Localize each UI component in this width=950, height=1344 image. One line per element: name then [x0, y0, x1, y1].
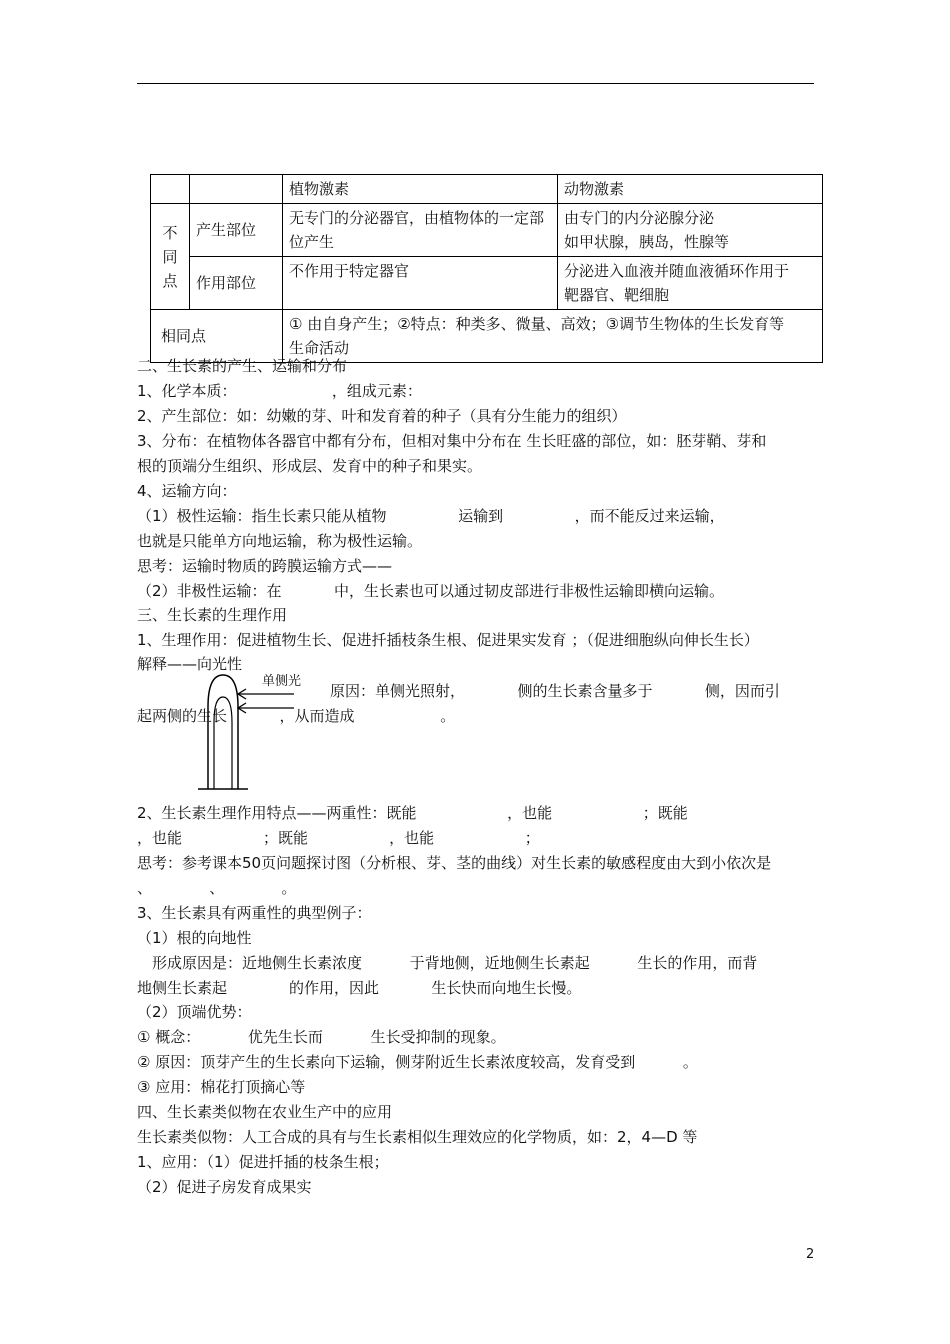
phototropism-diagram	[190, 667, 310, 792]
header-animal: 动物激素	[558, 175, 823, 204]
plant-cell: 无专门的分泌器官，由植物体的一定部位产生	[283, 204, 558, 257]
text-line: 1、应用：（1）促进扦插的枝条生根；	[137, 1153, 389, 1171]
header-empty-1	[151, 175, 190, 204]
text-line: 起两侧的生长 ，从而造成 。	[137, 707, 456, 725]
table-header-row	[151, 175, 823, 204]
header-plant: 植物激素	[283, 175, 558, 204]
animal-cell	[558, 257, 823, 310]
text-line: 3、生长素具有两重性的典型例子：	[137, 904, 372, 922]
hormone-comparison-table	[150, 174, 823, 363]
text-line: （1）极性运输：指生长素只能从植物 运输到 ，而不能反过来运输，	[137, 507, 725, 525]
text-line: 1、生理作用：促进植物生长、促进扦插枝条生根、促进果实发育 ；（促进细胞纵向伸长生长）	[137, 631, 759, 649]
table-row	[151, 204, 823, 257]
same-cell	[283, 310, 823, 363]
text-line: 地侧生长素起 的作用，因此 生长快而向地生长慢。	[137, 979, 582, 997]
animal-cell-line2: 如甲状腺，胰岛，性腺等	[564, 233, 730, 251]
text-line: 形成原因是：近地侧生长素浓度 于背地侧，近地侧生长素起 生长的作用，而背	[152, 954, 758, 972]
section-heading-4: 四、生长素类似物在农业生产中的应用	[137, 1103, 393, 1121]
animal-cell-line1: 由专门的内分泌腺分泌	[564, 209, 715, 227]
same-line2: 生命活动	[289, 339, 350, 357]
section-heading-2: 二、生长素的产生、运输和分布	[137, 357, 348, 375]
plant-cell: 不作用于特定器官	[283, 257, 558, 310]
row-label: 作用部位	[190, 257, 283, 310]
text-line: 也就是只能单方向地运输，称为极性运输。	[137, 532, 423, 550]
text-line: （2）促进子房发育成果实	[137, 1178, 312, 1196]
same-label: 相同点	[151, 310, 283, 363]
same-line1: ① 由自身产生；②特点：种类多、微量、高效；③调节生物体的生长发育等	[289, 315, 785, 333]
text-line: 原因：单侧光照射， 侧的生长素含量多于 侧，因而引	[330, 682, 780, 700]
table-row	[151, 310, 823, 363]
animal-cell-line2: 靶器官、靶细胞	[564, 286, 670, 304]
text-line: 根的顶端分生组织、形成层、发育中的种子和果实。	[137, 457, 483, 475]
difference-group-label: 不 同 点	[151, 204, 190, 310]
text-line: 生长素类似物：人工合成的具有与生长素相似生理效应的化学物质，如：2，4—D 等	[137, 1128, 698, 1146]
text-line: 思考：运输时物质的跨膜运输方式——	[137, 557, 393, 575]
text-line: 4、运输方向：	[137, 482, 237, 500]
text-line: 1、化学本质： ，组成元素：	[137, 382, 422, 400]
page-number: 2	[806, 1247, 815, 1262]
text-line: ③ 应用：棉花打顶摘心等	[137, 1078, 306, 1096]
text-line: （2）顶端优势：	[137, 1003, 252, 1021]
text-line: 思考：参考课本50页问题探讨图（分析根、芽、茎的曲线）对生长素的敏感程度由大到小依次是	[137, 854, 772, 872]
text-line: （2）非极性运输：在 中，生长素也可以通过韧皮部进行非极性运输即横向运输。	[137, 582, 724, 600]
animal-cell	[558, 204, 823, 257]
text-line: ，也能 ；既能 ，也能 ；	[137, 829, 540, 847]
text-line: 2、生长素生理作用特点——两重性：既能 ，也能 ；既能	[137, 804, 688, 822]
table-row	[151, 257, 823, 310]
row-label: 产生部位	[190, 204, 283, 257]
text-line: 3、分布：在植物体各器官中都有分布，但相对集中分布在 生长旺盛的部位，如：胚芽鞘、芽和	[137, 432, 767, 450]
text-line: ② 原因：顶芽产生的生长素向下运输，侧芽附近生长素浓度较高，发育受到 。	[137, 1053, 698, 1071]
light-label: 单侧光	[262, 674, 302, 689]
header-empty-2	[190, 175, 283, 204]
text-line: 、 、 。	[137, 879, 297, 897]
text-line: ① 概念： 优先生长而 生长受抑制的现象。	[137, 1028, 506, 1046]
text-line: 解释——向光性	[137, 655, 243, 673]
section-heading-3: 三、生长素的生理作用	[137, 606, 288, 624]
text-line: 2、产生部位：如：幼嫩的芽、叶和发育着的种子（具有分生能力的组织）	[137, 407, 627, 425]
header-rule	[137, 83, 814, 84]
text-line: （1）根的向地性	[137, 929, 252, 947]
animal-cell-line1: 分泌进入血液并随血液循环作用于	[564, 262, 790, 280]
